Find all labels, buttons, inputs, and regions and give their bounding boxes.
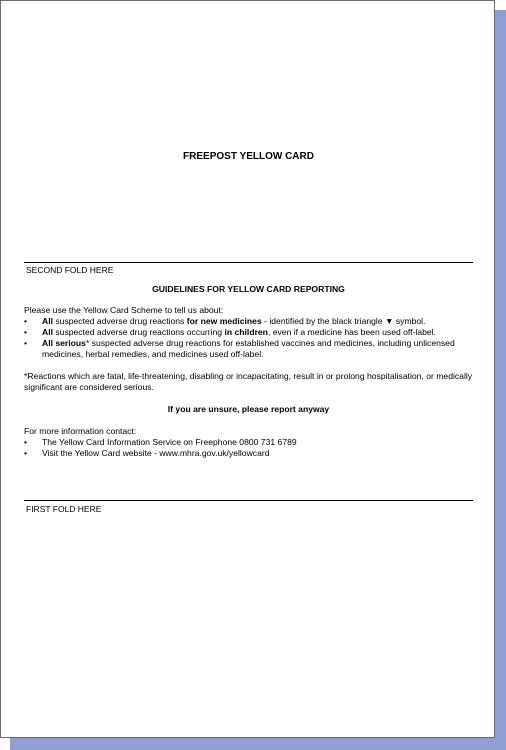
report-criteria-list — [24, 316, 473, 360]
item-lead: All — [42, 316, 53, 326]
bullet-glyph: • — [24, 437, 28, 447]
contact-website: Visit the Yellow Card website - www.mhra.gov.uk/yellowcard — [42, 448, 270, 458]
first-fold-label: FIRST FOLD HERE — [26, 504, 102, 514]
second-fold-label: SECOND FOLD HERE — [26, 265, 114, 275]
guidelines-heading: GUIDELINES FOR YELLOW CARD REPORTING — [152, 284, 345, 294]
bullet-glyph: • — [24, 316, 28, 326]
item-text: * suspected adverse drug reactions for established vaccines and medicines, including unlicensed medicines, herbal remedies, and medicines used off-label. — [42, 338, 455, 359]
item-lead: All — [42, 327, 53, 337]
list-item — [24, 437, 473, 448]
item-lead: All serious — [42, 338, 86, 348]
first-fold-line — [24, 500, 473, 501]
list-item — [24, 338, 473, 360]
second-fold-line — [24, 262, 473, 263]
contact-list — [24, 437, 473, 459]
item-emphasis: in children — [224, 327, 268, 337]
bullet-glyph: • — [24, 448, 28, 458]
guidelines-section — [24, 284, 473, 459]
serious-footnote: *Reactions which are fatal, life-threatening, disabling or incapacitating, result in or prolong hospitalisation, or medically significant are considered serious. — [24, 371, 473, 392]
guidelines-intro: Please use the Yellow Card Scheme to tell us about: — [24, 305, 224, 315]
list-item — [24, 327, 473, 338]
list-item — [24, 316, 473, 327]
item-text: - identified by the black triangle ▼ symbol. — [261, 316, 426, 326]
item-text: , even if a medicine has been used off-label. — [267, 327, 436, 337]
bullet-glyph: • — [24, 338, 28, 348]
unsure-notice: If you are unsure, please report anyway — [167, 404, 330, 414]
item-text: suspected adverse drug reactions — [52, 316, 187, 326]
list-item — [24, 448, 473, 459]
item-text: suspected adverse drug reactions occurring — [52, 327, 225, 337]
freepost-title: FREEPOST YELLOW CARD — [183, 151, 314, 162]
item-emphasis: for new medicines — [186, 316, 262, 326]
contact-freephone: The Yellow Card Information Service on Freephone 0800 731 6789 — [42, 437, 297, 447]
bullet-glyph: • — [24, 327, 28, 337]
contact-intro: For more information contact: — [24, 426, 137, 436]
